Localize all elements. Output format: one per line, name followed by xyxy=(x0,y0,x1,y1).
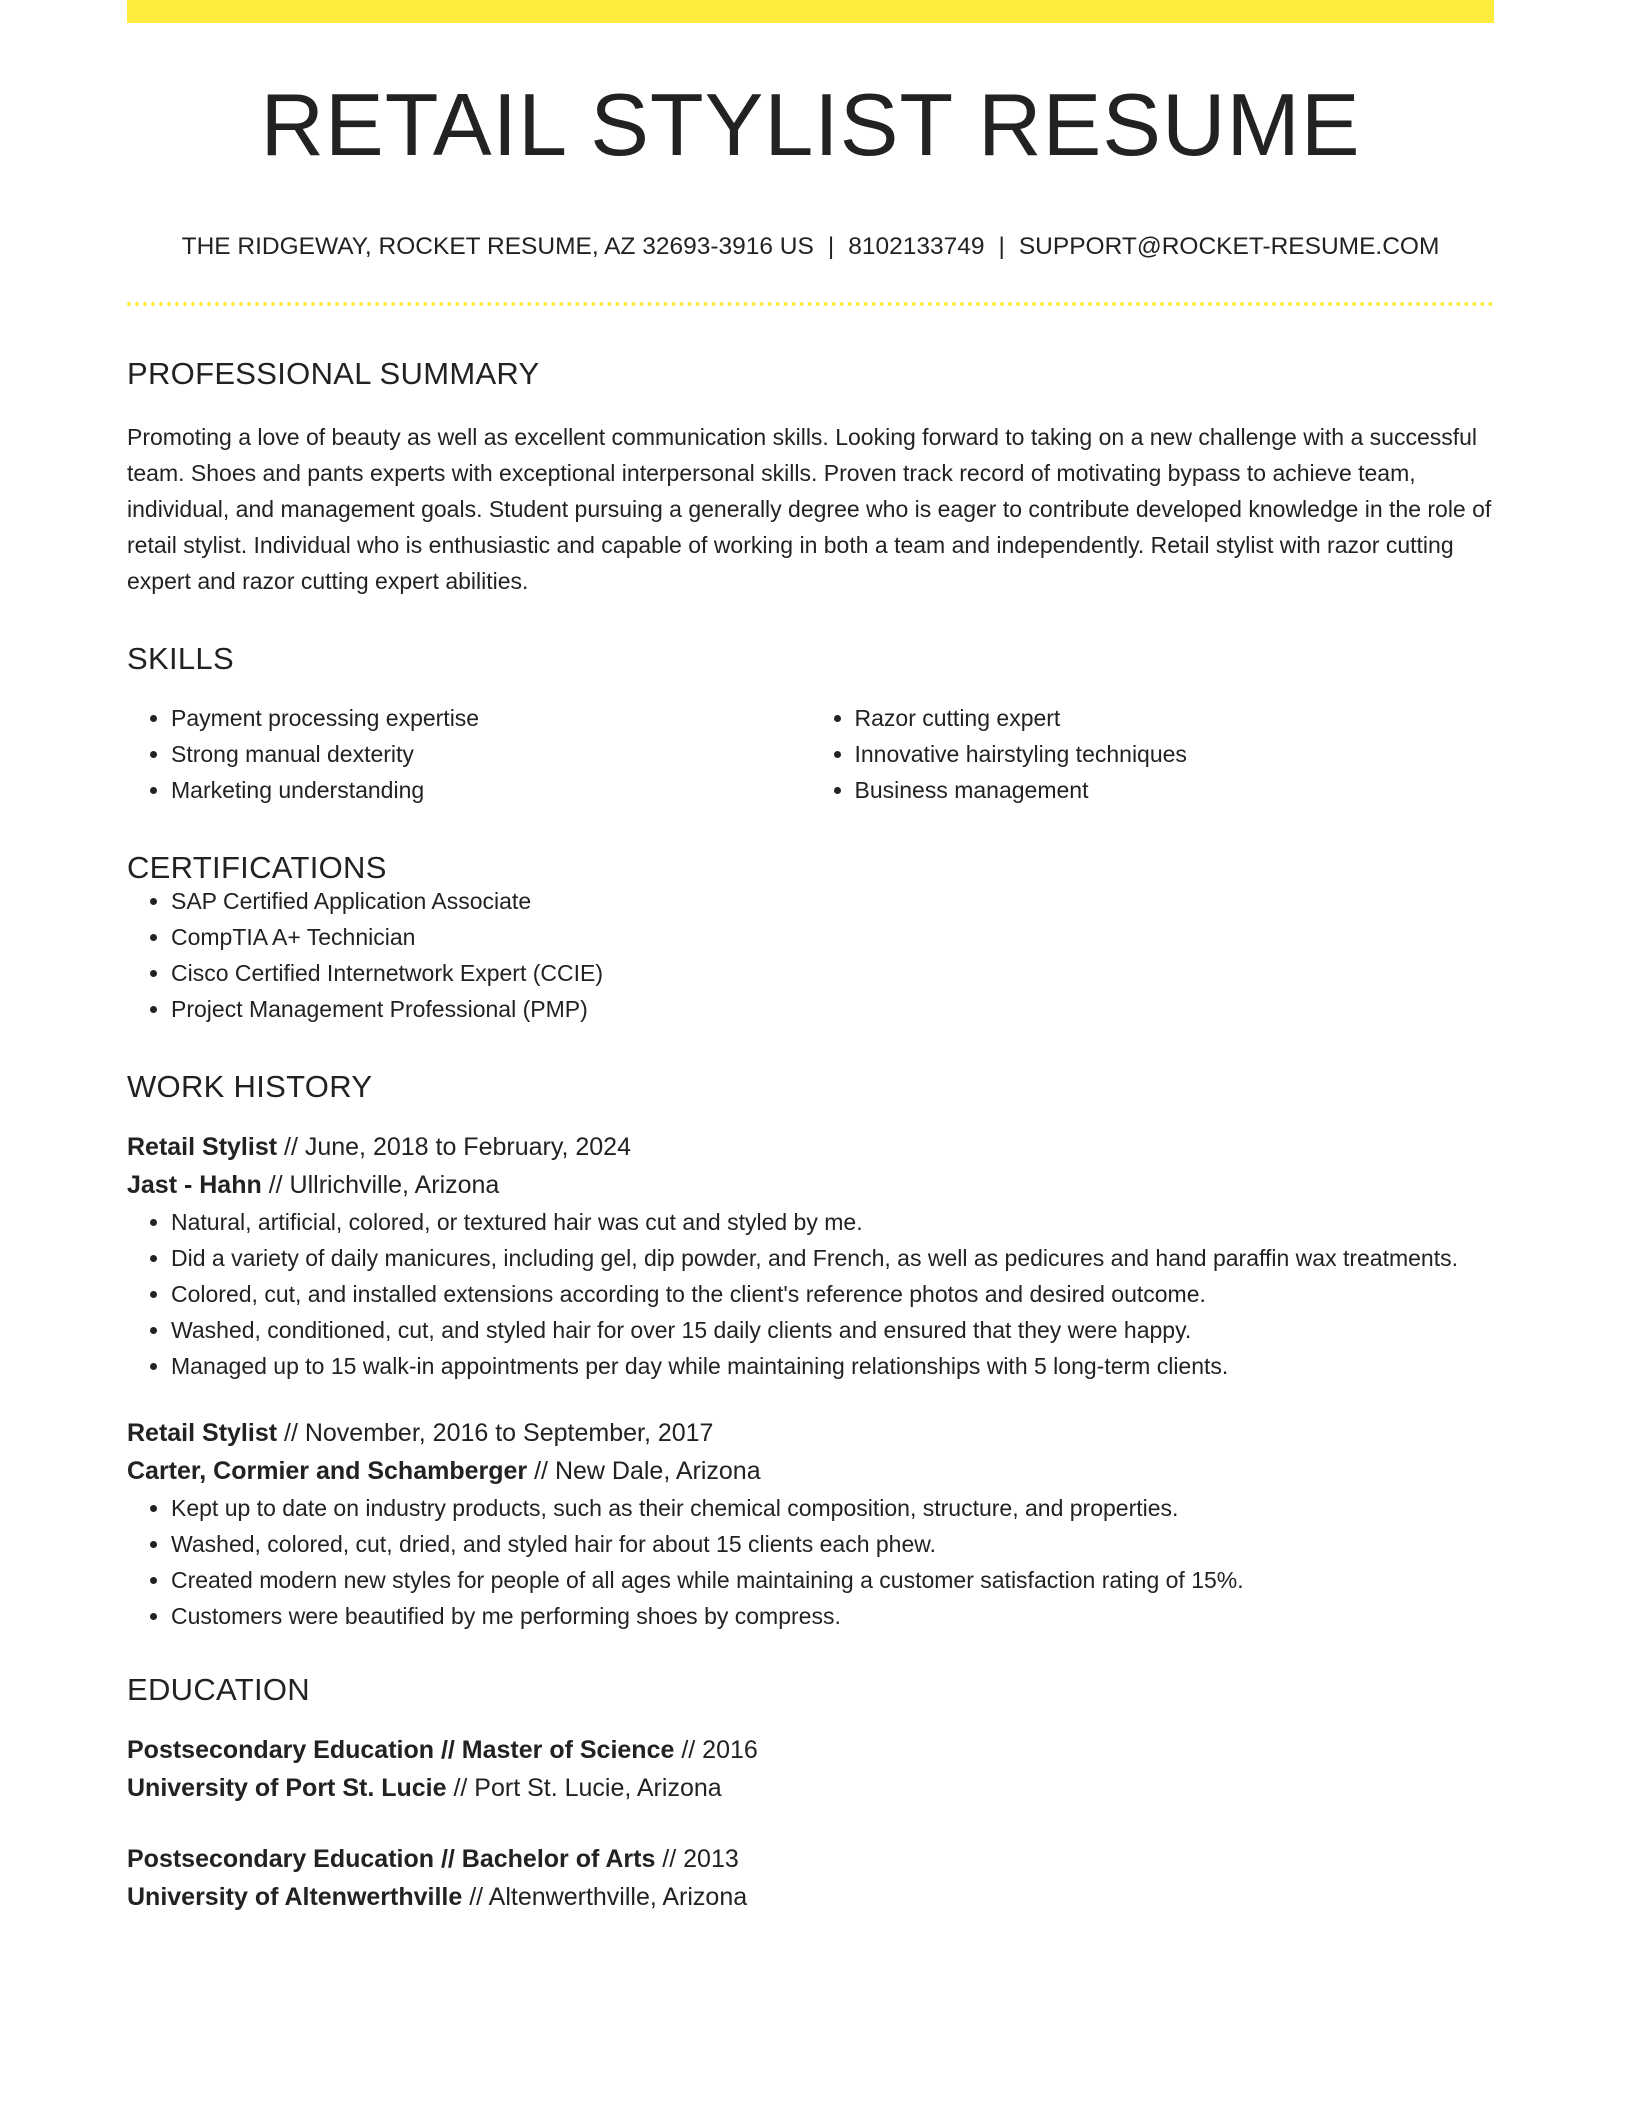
contact-address: THE RIDGEWAY, ROCKET RESUME, AZ 32693-3916 US xyxy=(181,233,814,260)
job-title-line xyxy=(127,1128,1494,1166)
job-entry xyxy=(127,1414,1494,1634)
education-location: // Port St. Lucie, Arizona xyxy=(446,1773,722,1802)
certifications-heading: CERTIFICATIONS xyxy=(127,849,387,885)
job-company: Jast - Hahn xyxy=(127,1170,262,1199)
skills-list-right xyxy=(811,700,1495,808)
job-bullet: • Created modern new styles for people of all ages while maintaining a customer satisfaction rating of 15%. xyxy=(171,1562,1494,1598)
skill-item: • Strong manual dexterity xyxy=(171,736,811,772)
skill-item: • Innovative hairstyling techniques xyxy=(855,736,1495,772)
dotted-divider xyxy=(127,302,1494,306)
skill-item: • Marketing understanding xyxy=(171,772,811,808)
job-bullet: • Did a variety of daily manicures, including gel, dip powder, and French, as well as pedicures and hand paraffin wax treatments. xyxy=(171,1240,1494,1276)
education-entry xyxy=(127,1840,1494,1916)
page-title: RETAIL STYLIST RESUME xyxy=(260,75,1361,174)
job-company-line xyxy=(127,1452,1494,1490)
education-degree: Postsecondary Education // Master of Science xyxy=(127,1735,675,1764)
skills-list-left xyxy=(127,700,811,808)
summary-section xyxy=(127,355,1494,599)
education-school-line xyxy=(127,1878,1494,1916)
job-bullet: • Natural, artificial, colored, or textured hair was cut and styled by me. xyxy=(171,1204,1494,1240)
job-title: Retail Stylist xyxy=(127,1418,278,1447)
education-degree-line xyxy=(127,1840,1494,1878)
job-bullet: • Colored, cut, and installed extensions according to the client's reference photos and desired outcome. xyxy=(171,1276,1494,1312)
skill-item: • Payment processing expertise xyxy=(171,700,811,736)
job-location: // New Dale, Arizona xyxy=(527,1456,761,1485)
skills-heading: SKILLS xyxy=(127,640,234,676)
education-heading: EDUCATION xyxy=(127,1671,310,1707)
job-location: // Ullrichville, Arizona xyxy=(261,1170,500,1199)
work-history-heading: WORK HISTORY xyxy=(127,1068,373,1104)
education-school: University of Altenwerthville xyxy=(127,1882,463,1911)
contact-separator: | xyxy=(998,233,1005,260)
skill-item: • Business management xyxy=(855,772,1495,808)
job-bullet: • Washed, colored, cut, dried, and styled hair for about 15 clients each phew. xyxy=(171,1526,1494,1562)
certifications-section xyxy=(127,849,1494,1027)
job-bullet: • Washed, conditioned, cut, and styled hair for over 15 daily clients and ensured that they were happy. xyxy=(171,1312,1494,1348)
education-school-line xyxy=(127,1769,1494,1807)
resume-content xyxy=(127,0,1494,1916)
skills-section xyxy=(127,640,1494,808)
certification-item: • Cisco Certified Internetwork Expert (CCIE) xyxy=(171,955,1494,991)
certifications-list xyxy=(127,883,1494,1027)
education-year: // 2016 xyxy=(674,1735,758,1764)
education-year: // 2013 xyxy=(655,1844,739,1873)
job-bullets xyxy=(127,1204,1494,1384)
education-degree: Postsecondary Education // Bachelor of Arts xyxy=(127,1844,656,1873)
contact-line xyxy=(127,235,1494,260)
accent-top-bar xyxy=(127,0,1494,23)
summary-heading: PROFESSIONAL SUMMARY xyxy=(127,355,540,391)
summary-text: Promoting a love of beauty as well as excellent communication skills. Looking forward to taking on a new challenge with a successful team. Shoes and pants experts with exceptional interpersonal skills. Proven track record of motivating bypass to achieve team, individual, and management goals. Student pursuing a generally degree who is eager to contribute developed knowledge in the role of retail stylist. Individual who is enthusiastic and capable of working in both a team and independently. Retail stylist with razor cutting expert and razor cutting expert abilities. xyxy=(127,423,1492,594)
contact-separator: | xyxy=(827,233,835,260)
certification-item: • Project Management Professional (PMP) xyxy=(171,991,1494,1027)
education-entry xyxy=(127,1731,1494,1807)
job-company-line xyxy=(127,1166,1494,1204)
certification-item: • CompTIA A+ Technician xyxy=(171,919,1494,955)
education-section xyxy=(127,1671,1494,1916)
skills-grid xyxy=(127,700,1494,808)
job-dates: // November, 2016 to September, 2017 xyxy=(277,1418,714,1447)
job-company: Carter, Cormier and Schamberger xyxy=(127,1456,528,1485)
contact-email: SUPPORT@ROCKET-RESUME.COM xyxy=(1018,233,1440,260)
job-title: Retail Stylist xyxy=(127,1132,278,1161)
education-school: University of Port St. Lucie xyxy=(127,1773,447,1802)
education-location: // Altenwerthville, Arizona xyxy=(462,1882,748,1911)
work-history-section xyxy=(127,1068,1494,1634)
job-bullets xyxy=(127,1490,1494,1634)
job-bullet: • Customers were beautified by me performing shoes by compress. xyxy=(171,1598,1494,1634)
job-title-line xyxy=(127,1414,1494,1452)
skill-item: • Razor cutting expert xyxy=(855,700,1495,736)
job-entry xyxy=(127,1128,1494,1384)
contact-phone: 8102133749 xyxy=(848,233,985,260)
job-dates: // June, 2018 to February, 2024 xyxy=(277,1132,631,1161)
education-degree-line xyxy=(127,1731,1494,1769)
job-bullet: • Managed up to 15 walk-in appointments per day while maintaining relationships with 5 long-term clients. xyxy=(171,1348,1494,1384)
job-bullet: • Kept up to date on industry products, such as their chemical composition, structure, and properties. xyxy=(171,1490,1494,1526)
certification-item: • SAP Certified Application Associate xyxy=(171,883,1494,919)
